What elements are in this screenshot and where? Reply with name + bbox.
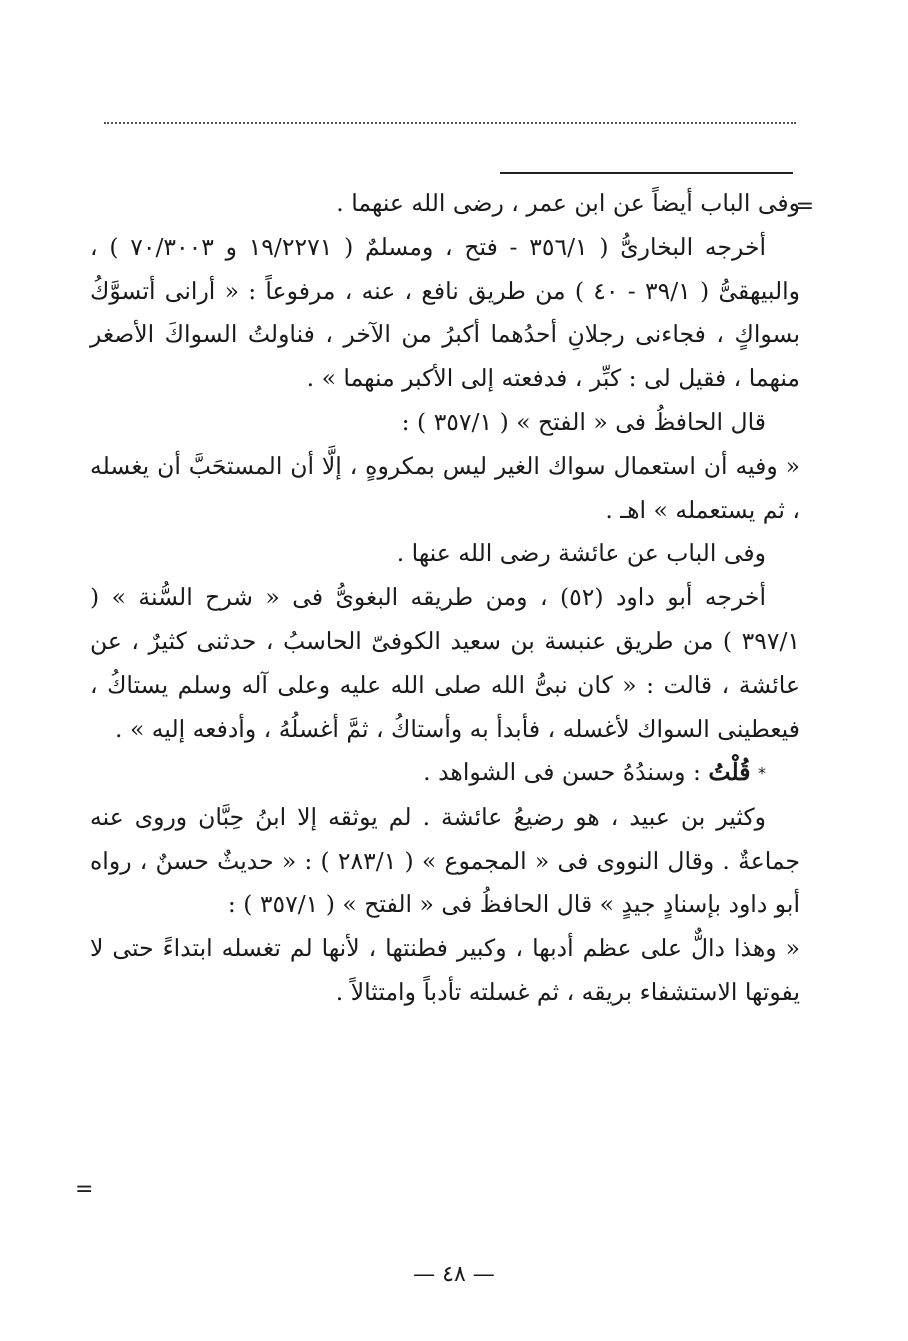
paragraph-abu-dawud-takhrij: أخرجه أبو داود (٥٢) ، ومن طريقه البغوىُّ فى « شرح السُّنة » ( ٣٩٧/١ ) من طريق عنبسة بن سعيد الكوفىّ الحاسبُ ، حدثنى كثيرٌ ، عن عائشة ، قالت : « كان نبىُّ الله صلى الله عليه وعلى آله وسلم يستاكُ ، فيعطينى السواك لأغسله ، فأبدأ به وأستاكُ ، ثمَّ أغسلُهُ ، وأدفعه إليه » . bbox=[90, 583, 800, 743]
paragraph-author-note bbox=[90, 751, 800, 795]
header-dotted-rule bbox=[104, 122, 796, 124]
paragraph-hafiz-quote: « وفيه أن استعمال سواك الغير ليس بمكروهٍ ، إلَّا أن المستحَبَّ أن يغسله ، ثم يستعمله » اهـ . bbox=[90, 451, 800, 524]
note-text: : وسندُهُ حسن فى الشواهد . bbox=[423, 758, 701, 787]
footnote-separator-rule bbox=[500, 172, 793, 174]
paragraph-hafiz-fath-intro: قال الحافظُ فى « الفتح » ( ٣٥٧/١ ) : bbox=[401, 407, 766, 436]
note-label: قُلْتُ bbox=[708, 758, 751, 787]
footnote-text-block bbox=[90, 182, 800, 1015]
paragraph-aisha-intro: وفى الباب عن عائشة رضى الله عنها . bbox=[396, 539, 766, 568]
page-number: — ٤٨ — bbox=[413, 1262, 495, 1287]
continuation-marker-end: = bbox=[75, 1177, 94, 1202]
paragraph-ibn-umar: وفى الباب أيضاً عن ابن عمر ، رضى الله عنهما . bbox=[336, 189, 800, 217]
continuation-marker-start: = bbox=[795, 194, 814, 219]
paragraph-kathir-ibn-ubayd: وكثير بن عبيد ، هو رضيعُ عائشة . لم يوثقه إلا ابنُ حِبَّان وروى عنه جماعةٌ . وقال النووى فى « المجموع » ( ٢٨٣/١ ) : « حديثٌ حسنٌ ، رواه أبو داود بإسنادٍ جيدٍ » قال الحافظُ فى « الفتح » ( ٣٥٧/١ ) : bbox=[90, 802, 801, 919]
star-icon: * bbox=[758, 763, 766, 783]
paragraph-final-quote: « وهذا دالٌّ على عظم أدبها ، وكبير فطنتها ، لأنها لم تغسله ابتداءً حتى لا يفوتها الاستشفاء بريقه ، ثم غسلته تأدباً وامتثالاً . bbox=[90, 934, 800, 1006]
paragraph-bukhari-takhrij: أخرجه البخارىُّ ( ٣٥٦/١ - فتح ، ومسلمٌ ( ١٩/٢٢٧١ و ٧٠/٣٠٠٣ ) ، والبيهقىُّ ( ٣٩/١ - ٤٠ ) من طريق نافع ، عنه ، مرفوعاً : « أرانى أتسوَّكُ بسواكٍ ، فجاءنى رجلانِ أحدُهما أكبرُ من الآخر ، فناولتُ السواكَ الأصغر منهما ، فقيل لى : كبِّر ، فدفعته إلى الأكبر منهما » . bbox=[90, 232, 800, 393]
